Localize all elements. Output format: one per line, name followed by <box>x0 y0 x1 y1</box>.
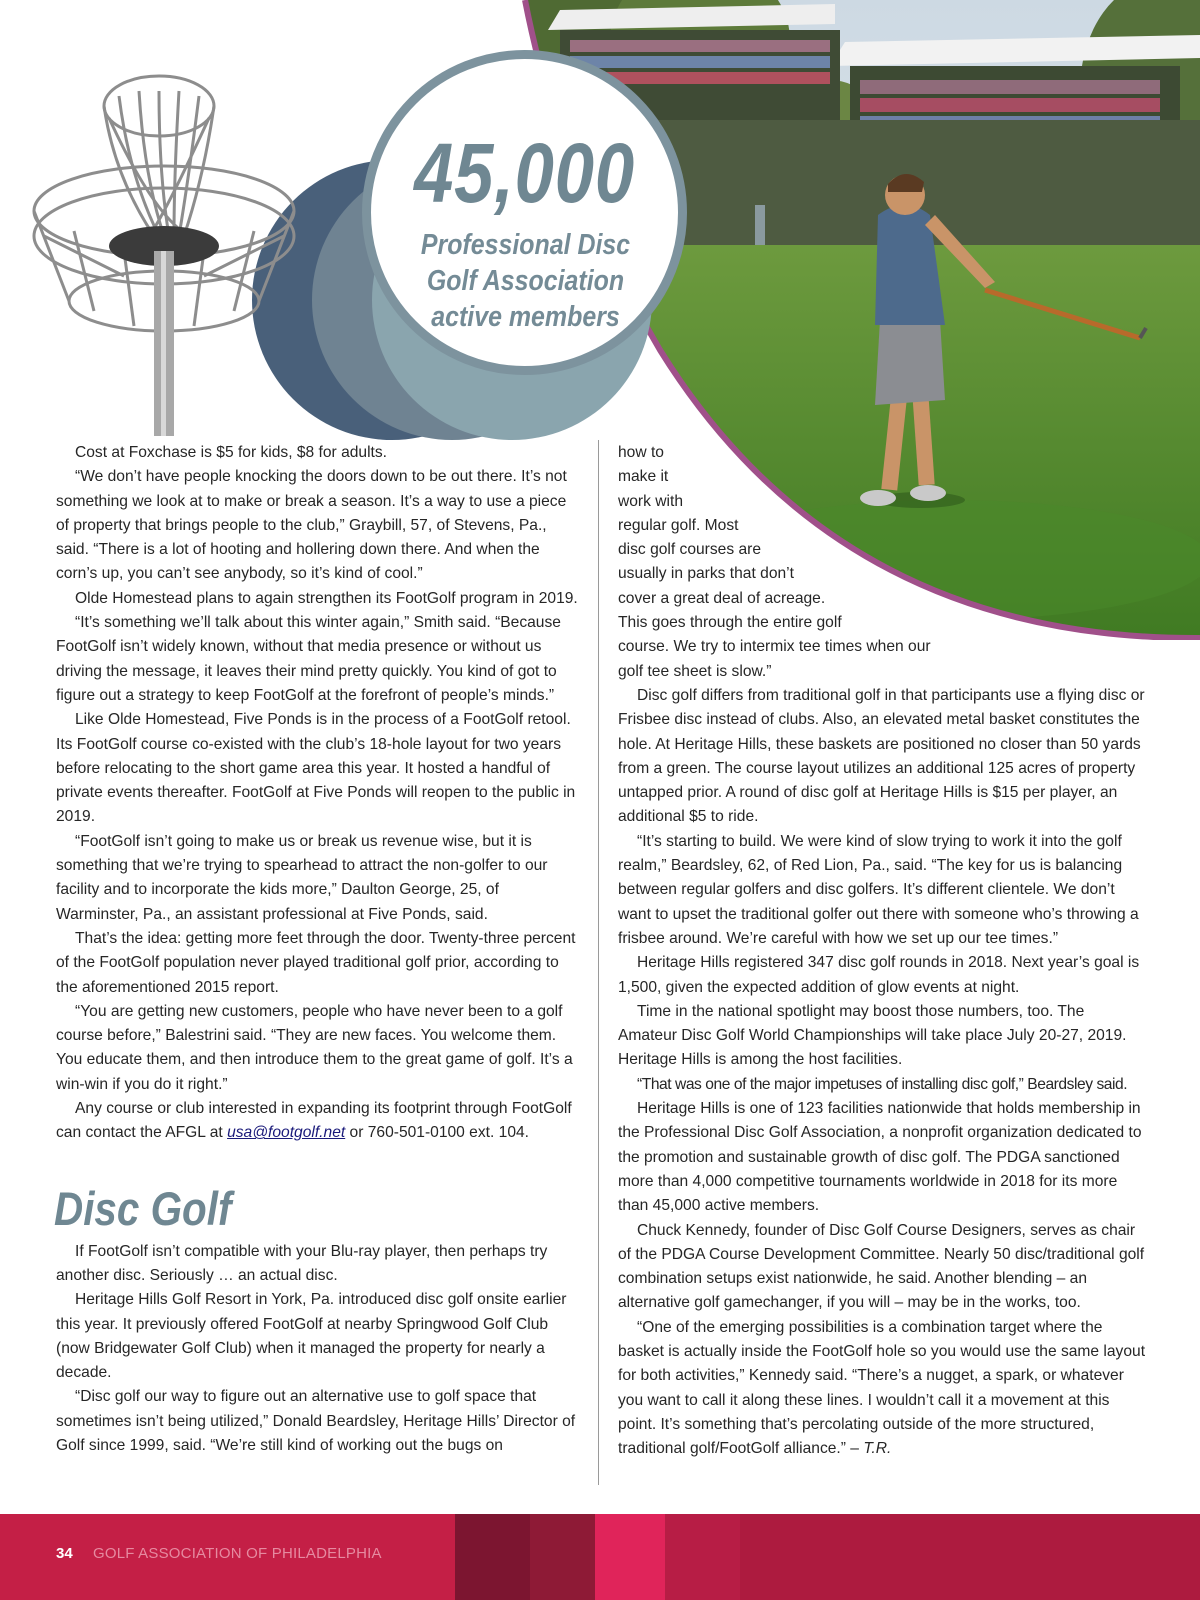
closing-text: “One of the emerging possibilities is a combination target where the basket is actually inside the FootGolf hole so you would use the same layout for both activities,” Kennedy said. “There’s a nugget, a spark, or whatever you want to call it along these lines. I wouldn’t call it a movement at this point. It’s something that’s percolating outside of the more structured, traditional golf/FootGolf alliance.” <box>618 1318 1146 1458</box>
paragraph: Time in the national spotlight may boost those numbers, too. The Amateur Disc Golf World Championships will take place July 20-27, 2019. Heritage Hills is among the host facilities. <box>618 1002 1127 1069</box>
closing-paragraph: “One of the emerging possibilities is a combination target where the basket is actually inside the FootGolf hole so you would use the same layout for both activities,” Kennedy said. “There’s a nugget, a spark, or whatever you want to call it along these lines. I wouldn’t call it a movement at this point. It’s something that’s percolating outside of the more structured, traditional golf/FootGolf alliance.” – T.R. <box>618 1318 1146 1458</box>
text-line: work with <box>618 492 683 510</box>
text-line: cover a great deal of acreage. <box>618 589 826 607</box>
paragraph: “We don’t have people knocking the doors down to be out there. It’s not something we look at to make or break a season. It’s a way to use a piece of property that brings people to the club,” Graybill, 57, of Stevens, Pa., said. “There is a lot of hooting and hollering down there. And when the corn’s up, you can’t see anybody, so it’s kind of cool.” <box>56 468 567 583</box>
author-signature: T.R. <box>863 1440 892 1458</box>
contact-text: Any course or club interested in expanding its footprint through FootGolf can contact the AFGL at <box>56 1100 572 1142</box>
left-column <box>56 441 581 1458</box>
paragraph: That’s the idea: getting more feet through the door. Twenty-three percent of the FootGolf population never played traditional golf prior, according to the aforementioned 2015 report. <box>56 929 576 996</box>
wrapped-quote-continuation <box>618 441 1146 684</box>
stat-number: 45,000 <box>414 126 635 220</box>
page-number: 34 <box>56 1545 73 1562</box>
paragraph: “Disc golf our way to figure out an alternative use to golf space that sometimes isn’t being utilized,” Donald Beardsley, Heritage Hills’ Director of Golf since 1999, said. “We’re still kind of working out the bugs on <box>56 1388 576 1454</box>
paragraph: Chuck Kennedy, founder of Disc Golf Course Designers, serves as chair of the PDGA Course Development Committee. Nearly 50 disc/traditional golf combination setups exist nationwide, he said. Another blending – an alternative golf gamechanger, if you will – may be in the works, too. <box>618 1221 1145 1312</box>
text-line: how to <box>618 444 664 461</box>
disc-golf-basket-illustration <box>14 36 304 436</box>
right-column <box>618 441 1146 1461</box>
text-line: usually in parks that don’t <box>618 565 794 583</box>
contact-text-end: or 760-501-0100 ext. 104. <box>345 1124 529 1142</box>
paragraph: “That was one of the major impetuses of installing disc golf,” Beardsley said. <box>637 1075 1128 1093</box>
text-line: This goes through the entire golf <box>618 614 842 632</box>
paragraph: Heritage Hills Golf Resort in York, Pa. introduced disc golf onsite earlier this year. It previously offered FootGolf at nearby Springwood Golf Club (now Bridgewater Golf Club) when it managed the property for nearly a decade. <box>56 1291 567 1382</box>
paragraph: If FootGolf isn’t compatible with your Blu-ray player, then perhaps try another disc. Seriously … an actual disc. <box>56 1242 548 1284</box>
paragraph: “It’s starting to build. We were kind of slow trying to work it into the golf realm,” Beardsley, 62, of Red Lion, Pa., said. “The key for us is balancing between regular golfers and disc golfers. It’s different clientele. We don’t want to upset the traditional golfer out there with someone who’s throwing a frisbee around. We’re careful with how we set up our tee times.” <box>618 832 1139 947</box>
section-heading: Disc Golf <box>54 1181 232 1235</box>
text-line: regular golf. Most <box>618 516 739 534</box>
stat-caption: Professional Disc Golf Association active members <box>420 229 631 333</box>
stat-callout <box>362 50 687 375</box>
paragraph: Cost at Foxchase is $5 for kids, $8 for adults. <box>75 444 388 461</box>
paragraph: Disc golf differs from traditional golf in that participants use a flying disc or Frisbee disc instead of clubs. Also, an elevated metal basket constitutes the hole. At Heritage Hills, these baskets are positioned no closer than 50 yards from a green. The course layout utilizes an additional 125 acres of property untapped prior. A round of disc golf at Heritage Hills is $15 per player, an additional $5 to ride. <box>618 686 1145 826</box>
paragraph: “FootGolf isn’t going to make us or break us revenue wise, but it is something that we’re trying to spearhead to attract the non-golfer to our facility and to incorporate the kids more,” Daulton George, 25, of Warminster, Pa., an assistant professional at Five Ponds, said. <box>56 832 548 923</box>
paragraph: Heritage Hills is one of 123 facilities nationwide that holds membership in the Professional Disc Golf Association, a nonprofit organization dedicated to the promotion and sustainable growth of disc golf. The PDGA sanctioned more than 4,000 competitive tournaments worldwide in 2018 for its more than 45,000 active members. <box>618 1100 1142 1215</box>
text-line: course. We try to intermix tee times when our <box>618 638 931 656</box>
contact-paragraph <box>56 1097 581 1146</box>
publication-name: GOLF ASSOCIATION OF PHILADELPHIA <box>93 1545 382 1562</box>
email-link[interactable]: usa@footgolf.net <box>227 1124 346 1142</box>
column-divider <box>598 440 599 1485</box>
text-line: make it <box>618 468 669 486</box>
paragraph: Heritage Hills registered 347 disc golf rounds in 2018. Next year’s goal is 1,500, given the expected addition of glow events at night. <box>618 954 1140 996</box>
text-line: golf tee sheet is slow.” <box>618 662 772 680</box>
text-line: disc golf courses are <box>618 541 762 559</box>
paragraph: Like Olde Homestead, Five Ponds is in the process of a FootGolf retool. Its FootGolf course co-existed with the club’s 18-hole layout for two years before relocating to the short game area this year. It hosted a handful of private events thereafter. FootGolf at Five Ponds will reopen to the public in 2019. <box>56 711 576 826</box>
paragraph: “You are getting new customers, people who have never been to a golf course before,” Balestrini said. “They are new faces. You welcome them. You educate them, and then introduce them to the great game of golf. It’s a win-win if you do it right.” <box>56 1002 573 1093</box>
paragraph: “It’s something we’ll talk about this winter again,” Smith said. “Because FootGolf isn’t widely known, without that media presence or without us driving the message, it leaves their mind pretty quickly. You kind of got to figure out a strategy to keep FootGolf at the forefront of people’s minds.” <box>56 614 561 704</box>
paragraph: Olde Homestead plans to again strengthen its FootGolf program in 2019. <box>75 589 578 607</box>
